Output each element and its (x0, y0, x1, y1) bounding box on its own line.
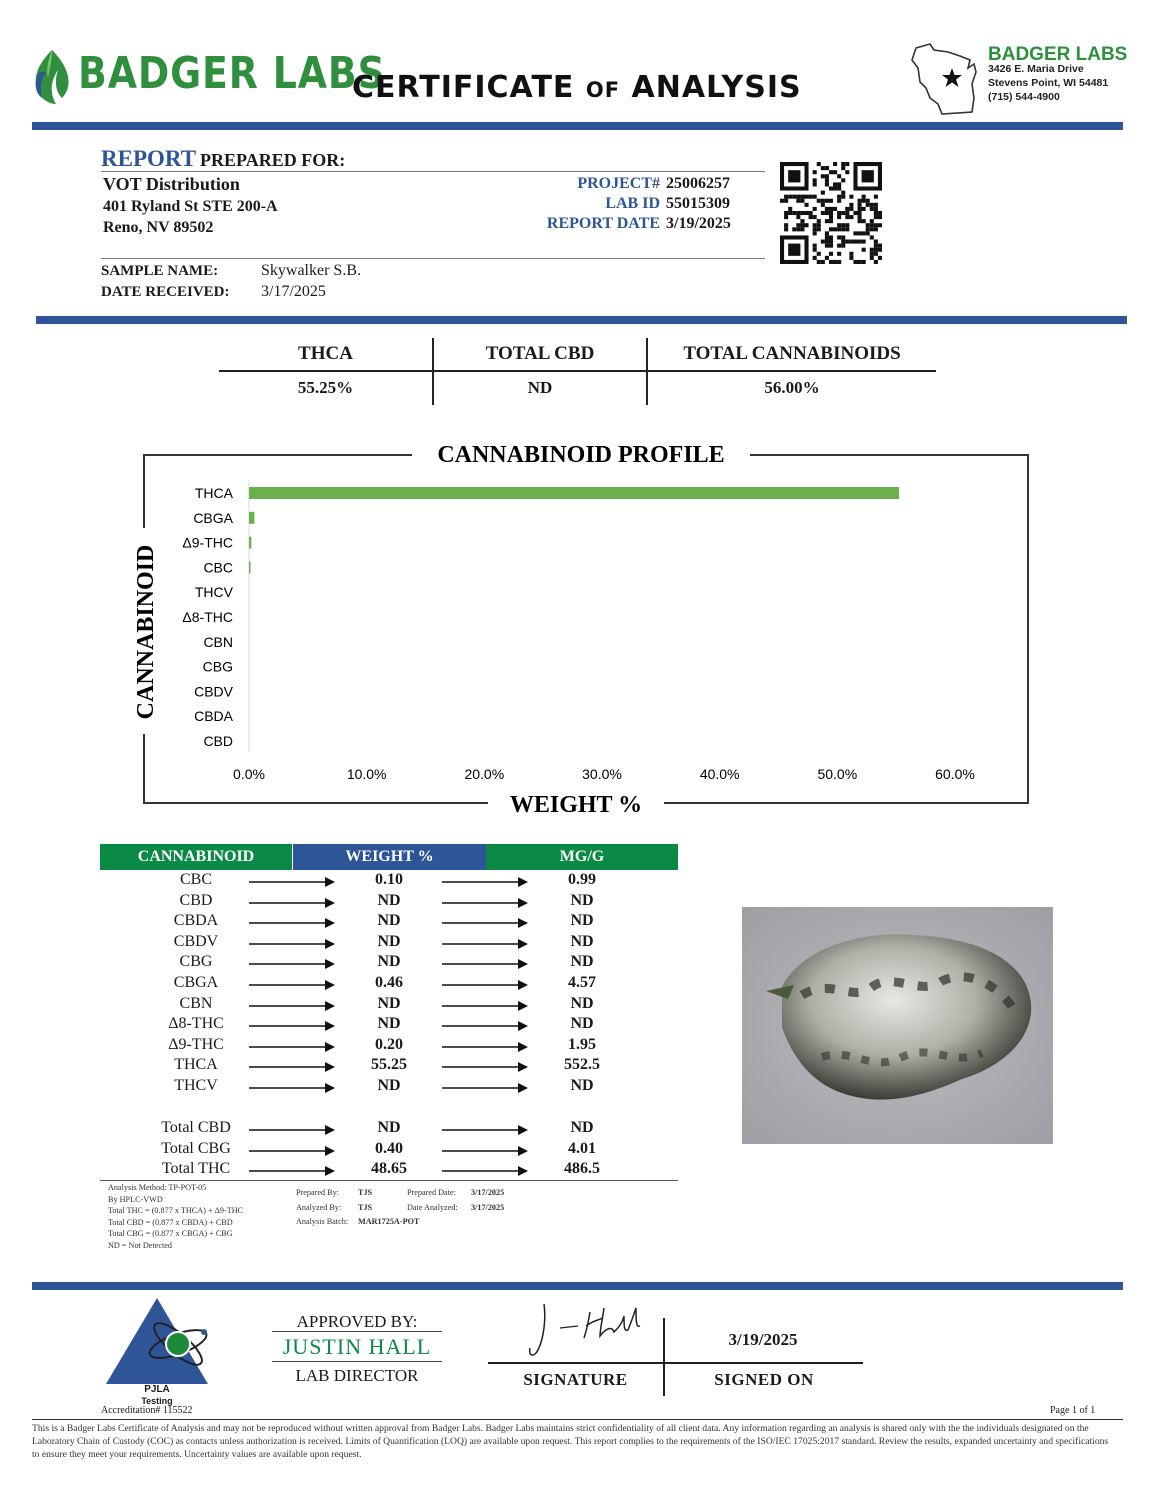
lab-city: Stevens Point, WI 54481 (988, 77, 1109, 89)
badger-leaf-logo-icon (30, 48, 74, 106)
summary-value-total-cbd: ND (527, 378, 553, 397)
chart-x-tick: 0.0% (233, 766, 265, 782)
client-address-1: 401 Ryland St STE 200-A (103, 198, 278, 215)
chart-y-label: CANNABINOID (133, 544, 159, 720)
row-arrow-icon (442, 1001, 530, 1011)
lab-street: 3426 E. Maria Drive (988, 63, 1084, 75)
method-note: ND = Not Detected (108, 1240, 172, 1250)
row-arrow-icon (249, 918, 337, 928)
chart-title: CANNABINOID PROFILE (437, 442, 725, 468)
table-row-name: CBN (179, 994, 213, 1012)
analyzed-date-label: Date Analyzed: (407, 1202, 458, 1212)
table-row-name: CBD (179, 891, 213, 909)
prep-info (296, 1186, 419, 1230)
prepared-date-label: Prepared Date: (407, 1188, 456, 1197)
table-row-mgg: 1.95 (568, 1035, 596, 1053)
table-row-mgg: ND (570, 912, 594, 930)
chart-category-label: CBG (202, 658, 233, 675)
signature-line (488, 1362, 863, 1364)
summary-header-thca: THCA (298, 343, 353, 364)
method-note: By HPLC-VWD (108, 1194, 163, 1204)
chart-bar (249, 487, 899, 499)
table-row-mgg: ND (570, 932, 594, 950)
disclaimer-line (32, 1419, 1123, 1420)
table-row-mgg: ND (570, 1015, 594, 1033)
row-arrow-icon (442, 1062, 530, 1072)
batch: MAR1725A-POT (358, 1217, 420, 1226)
table-row-weight: ND (377, 953, 401, 971)
chart-category-label: Δ8-THC (182, 609, 233, 625)
row-arrow-icon (249, 1062, 337, 1072)
row-arrow-icon (249, 1166, 337, 1176)
report-date-value: 3/19/2025 (666, 215, 731, 232)
lab-name: BADGER LABS (988, 44, 1128, 65)
table-row-mgg: 0.99 (568, 871, 596, 888)
signature-image (520, 1298, 650, 1362)
row-arrow-icon (249, 1042, 337, 1052)
pjla-accreditation-icon (104, 1296, 210, 1386)
report-date-label: REPORT DATE (546, 215, 660, 232)
row-arrow-icon (249, 1001, 337, 1011)
row-arrow-icon (249, 959, 337, 969)
signature-label: SIGNATURE (523, 1370, 628, 1389)
chart-x-tick: 60.0% (935, 766, 975, 782)
qr-code-icon[interactable] (780, 162, 882, 264)
chart-category-label: CBDA (194, 708, 233, 725)
table-row-name: CBG (179, 953, 213, 971)
table-row-mgg: 552.5 (564, 1056, 600, 1074)
table-row-name: Δ9-THC (168, 1035, 224, 1053)
signed-date: 3/19/2025 (728, 1330, 798, 1349)
client-address-2: Reno, NV 89502 (103, 219, 214, 236)
chart-bar (249, 561, 251, 573)
row-arrow-icon (442, 1021, 530, 1031)
table-row-weight: 0.40 (375, 1139, 403, 1157)
analyzed-by-label: Analyzed By: (296, 1202, 342, 1212)
table-row-name: Total THC (161, 1160, 231, 1178)
method-notes (108, 1182, 243, 1251)
project-info (500, 174, 760, 234)
lab-address-block (988, 44, 1128, 104)
summary-header-total-cannabinoids: TOTAL CANNABINOIDS (683, 343, 901, 364)
table-header-cannabinoid: CANNABINOID (100, 844, 292, 870)
approved-line-1 (272, 1331, 442, 1332)
chart-category-label: Δ9-THC (182, 534, 233, 551)
report-prepared-for (101, 146, 345, 172)
row-arrow-icon (442, 959, 530, 969)
chart-bar (249, 537, 251, 549)
table-row-mgg: 4.57 (568, 974, 596, 991)
header-divider (32, 122, 1123, 130)
approver-title: LAB DIRECTOR (295, 1366, 419, 1385)
chart-bar (249, 512, 254, 524)
chart-category-label: CBDV (194, 683, 233, 700)
client-bottom-line (101, 258, 765, 259)
table-row-name: CBC (179, 871, 212, 888)
summary-value-thca: 55.25% (297, 378, 354, 397)
table-row-mgg: ND (570, 891, 594, 909)
page-number: Page 1 of 1 (1050, 1405, 1096, 1416)
client-underline (101, 171, 765, 172)
table-row-weight: ND (377, 932, 401, 950)
chart-category-label: THCV (194, 584, 233, 601)
row-arrow-icon (249, 1146, 337, 1156)
table-row-name: Δ8-THC (168, 1015, 224, 1033)
table-row-weight: ND (377, 1119, 401, 1136)
logo-text: BADGER LABS (78, 48, 386, 99)
summary-value-total-cannabinoids: 56.00% (764, 378, 820, 397)
prepared-for-label: PREPARED FOR: (200, 150, 346, 170)
row-arrow-icon (249, 939, 337, 949)
row-arrow-icon (442, 898, 530, 908)
certificate-title: CERTIFICATE OF ANALYSIS (352, 70, 802, 105)
project-value: 25006257 (666, 175, 730, 192)
summary-header-total-cbd: TOTAL CBD (485, 343, 595, 364)
prepared-by-label: Prepared By: (296, 1188, 339, 1197)
row-arrow-icon (249, 1125, 337, 1135)
row-arrow-icon (442, 877, 530, 887)
chart-x-tick: 50.0% (817, 766, 858, 782)
chart-x-tick: 10.0% (346, 766, 387, 782)
method-note: Total CBD = (0.877 x CBDA) + CBD (108, 1217, 233, 1227)
table-row-name: Total CBD (161, 1119, 231, 1136)
table-row-name: CBGA (173, 974, 219, 991)
approved-line-2 (272, 1361, 442, 1362)
chart-category-label: CBC (203, 559, 233, 576)
pjla-testing: Testing (141, 1396, 173, 1406)
method-note: Analysis Method: TP-POT-05 (108, 1183, 207, 1192)
table-row-weight: ND (377, 1015, 401, 1033)
table-row-name: Total CBG (161, 1139, 231, 1157)
chart-category-label: THCA (194, 485, 233, 501)
analyzed-by: TJS (358, 1202, 373, 1212)
table-row-weight: 0.46 (375, 974, 403, 991)
table-row-name: CBDV (173, 932, 219, 950)
row-arrow-icon (442, 939, 530, 949)
chart-x-tick: 40.0% (699, 766, 740, 782)
table-row-mgg: ND (570, 994, 594, 1012)
lab-phone: (715) 544-4900 (988, 91, 1060, 103)
table-row-mgg: 486.5 (564, 1160, 600, 1178)
row-arrow-icon (249, 877, 337, 887)
table-row-weight: 0.20 (375, 1035, 403, 1053)
row-arrow-icon (442, 1042, 530, 1052)
table-row-weight: 48.65 (371, 1160, 407, 1178)
row-arrow-icon (442, 1166, 530, 1176)
section-divider (36, 316, 1127, 324)
pjla-label: PJLA (144, 1384, 170, 1395)
wisconsin-map-icon (908, 38, 986, 118)
row-arrow-icon (442, 980, 530, 990)
cannabinoid-profile-chart (0, 430, 1152, 830)
lab-id-label: LAB ID (605, 195, 660, 212)
date-received-label: DATE RECEIVED: (101, 284, 230, 300)
row-arrow-icon (249, 898, 337, 908)
row-arrow-icon (249, 1021, 337, 1031)
table-row-mgg: ND (570, 1077, 594, 1094)
client-name: VOT Distribution (103, 174, 240, 194)
disclaimer: This is a Badger Labs Certificate of Analysis and may not be reproduced without written approval from Badger Labs. Badger Labs maintains strict confidentiality of all client data. Any information regarding an analysis is shared only with the the individuals designated on the Laboratory Chain of Custody (COC) as contacts unless authorization is received. Limits of Quantification (LOQ) are available upon request. This report complies to the requirements of the ISO/IEC 17025:2017 standard. Review the results, expanded uncertainty and specifications to ensure they meet your requirements. Uncertainty values are available upon request. (32, 1423, 1109, 1460)
table-header-weight: WEIGHT % (293, 844, 486, 870)
chart-category-label: CBN (203, 633, 233, 650)
table-row-mgg: ND (570, 953, 594, 971)
chart-category-label: CBGA (193, 509, 233, 526)
row-arrow-icon (249, 1083, 337, 1093)
report-label: REPORT (101, 146, 197, 171)
method-note: Total THC = (0.877 x THCA) + Δ9-THC (108, 1206, 244, 1215)
project-label: PROJECT# (577, 175, 660, 192)
analyzed-date: 3/17/2025 (471, 1202, 505, 1212)
sample-photo (742, 907, 1053, 1144)
row-arrow-icon (442, 1083, 530, 1093)
table-bottom-line (100, 1180, 678, 1181)
table-row-mgg: ND (570, 1119, 594, 1136)
method-note: Total CBG = (0.877 x CBGA) + CBG (108, 1229, 233, 1238)
row-arrow-icon (442, 1146, 530, 1156)
row-arrow-icon (442, 918, 530, 928)
approved-by-label: APPROVED BY: (296, 1312, 418, 1331)
date-received-value: 3/17/2025 (261, 283, 326, 300)
prep-dates (407, 1186, 504, 1215)
chart-x-tick: 20.0% (464, 766, 505, 782)
sample-name-value: Skywalker S.B. (261, 262, 361, 279)
table-row-name: CBDA (173, 912, 219, 930)
table-row-weight: 55.25 (371, 1056, 407, 1074)
table-row-mgg: 4.01 (568, 1139, 596, 1157)
table-row-weight: 0.10 (375, 871, 403, 888)
accreditation-number: Accreditation# 115522 (101, 1405, 193, 1416)
row-arrow-icon (249, 980, 337, 990)
table-row-weight: ND (377, 891, 401, 909)
prepared-by: TJS (358, 1188, 373, 1197)
approver-name: JUSTIN HALL (282, 1334, 432, 1359)
summary-table (219, 338, 936, 405)
lab-id-value: 55015309 (666, 195, 730, 212)
row-arrow-icon (442, 1125, 530, 1135)
chart-category-label: CBD (203, 733, 233, 749)
prepared-date: 3/17/2025 (471, 1188, 505, 1197)
table-row-name: THCA (174, 1056, 218, 1074)
table-row-weight: ND (377, 994, 401, 1012)
batch-label: Analysis Batch: (296, 1217, 349, 1226)
signed-on-label: SIGNED ON (714, 1370, 814, 1389)
footer-divider (32, 1282, 1123, 1290)
table-row-weight: ND (377, 1077, 401, 1094)
table-row-name: THCV (174, 1077, 218, 1094)
table-row-weight: ND (377, 912, 401, 930)
chart-x-label: WEIGHT % (509, 792, 643, 818)
chart-x-tick: 30.0% (582, 766, 622, 782)
table-header-mgg: MG/G (486, 844, 678, 870)
sample-name-label: SAMPLE NAME: (101, 263, 219, 279)
